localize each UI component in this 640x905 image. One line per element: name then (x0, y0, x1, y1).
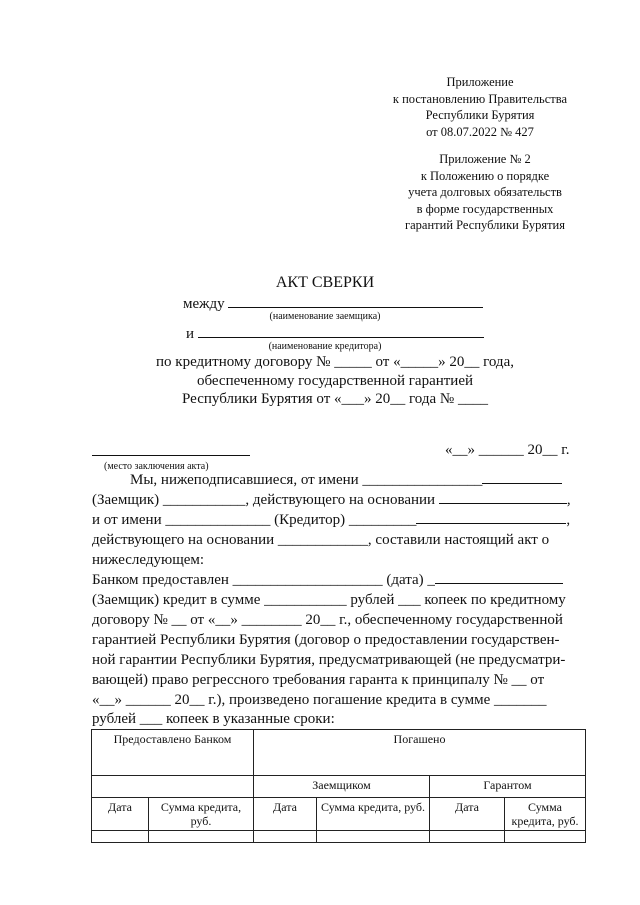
data-cell (505, 831, 586, 843)
and-word: и (186, 326, 195, 342)
col-provided-by-bank: Предоставлено Банком (92, 730, 254, 776)
data-cell (254, 831, 317, 843)
data-cell (317, 831, 430, 843)
body-line-2: (Заемщик) ___________, действующего на основании , (92, 492, 571, 508)
between-word: между (183, 296, 225, 312)
contract-line-1: по кредитному договору № _____ от «_____» 20__ года, (156, 354, 514, 370)
creditor-name-blank (198, 324, 484, 338)
underline-blank (416, 510, 566, 524)
contract-line-3: Республики Бурятия от «___» 20__ года № ____ (182, 391, 488, 407)
body-line-9: гарантией Республики Бурятия (договор о предоставлении государствен- (92, 632, 560, 648)
body-text-2: (Заемщик) ___________, действующего на основании (92, 492, 436, 508)
body-line-10: ной гарантии Республики Бурятия, предусматривающей (не предусматри- (92, 652, 566, 668)
borrower-name-blank (228, 294, 483, 308)
col-bank-date: Дата (92, 798, 149, 831)
col-repaid: Погашено (254, 730, 586, 776)
body-text-1: Мы, нижеподписавшиеся, от имени ________________ (130, 472, 483, 488)
body-line-5: нижеследующем: (92, 552, 205, 568)
col-borrower-date: Дата (254, 798, 317, 831)
body-line-4: действующего на основании ____________, составили настоящий акт о (92, 532, 550, 548)
creditor-caption: (наименование кредитора) (268, 341, 382, 352)
body-line-3: и от имени ______________ (Кредитор) _________ , (92, 512, 571, 528)
col-guarantor-amount: Сумма кредита, руб. (505, 798, 586, 831)
appendix-line-3: Республики Бурятия (425, 108, 535, 122)
body-line-12: «__» ______ 20__ г.), произведено погашение кредита в сумме _______ (92, 692, 547, 708)
col-bank-amount: Сумма кредита, руб. (149, 798, 254, 831)
underline-blank (482, 470, 562, 484)
body-text-3: и от имени ______________ (Кредитор) _________ (92, 512, 417, 528)
borrower-caption: (наименование заемщика) (269, 311, 381, 322)
data-cell (149, 831, 254, 843)
body-line-7: (Заемщик) кредит в сумме ___________ рублей ___ копеек по кредитному (92, 592, 566, 608)
body-text-6: Банком предоставлен ____________________ (дата) _ (92, 572, 435, 588)
appendix2-line-4: в форме государственных (416, 201, 554, 216)
reconciliation-table (91, 729, 586, 843)
empty-cell (92, 776, 254, 798)
appendix2-line-3: учета долговых обязательств (408, 185, 562, 199)
body-line-8: договору № __ от «__» ________ 20__ г., обеспеченному государственной (92, 612, 563, 628)
underline-blank (439, 490, 567, 504)
document-title: АКТ СВЕРКИ (275, 274, 375, 291)
appendix-line-2: к постановлению Правительства (392, 91, 568, 106)
underline-blank (435, 570, 563, 584)
body-line-1 (92, 470, 578, 491)
col-by-guarantor: Гарантом (430, 776, 586, 798)
col-by-borrower: Заемщиком (254, 776, 430, 798)
body-line-6 (92, 570, 578, 591)
contract-line-2: обеспеченному государственной гарантией (196, 373, 474, 389)
appendix-line-4: от 08.07.2022 № 427 (426, 124, 534, 139)
body-line-11: вающей) право регрессного требования гаранта к принципалу № __ от (92, 672, 545, 688)
appendix2-line-5: гарантий Республики Бурятия (405, 218, 565, 232)
data-cell (92, 831, 149, 843)
date-line: «__» ______ 20__ г. (445, 442, 570, 458)
body-line-13: рублей ___ копеек в указанные сроки: (92, 711, 335, 727)
col-guarantor-date: Дата (430, 798, 505, 831)
place-blank (92, 442, 250, 456)
appendix2-line-1: Приложение № 2 (439, 152, 531, 166)
place-caption: (место заключения акта) (104, 461, 209, 472)
col-borrower-amount: Сумма кредита, руб. (317, 798, 430, 831)
appendix2-line-2: к Положению о порядке (420, 168, 550, 183)
data-cell (430, 831, 505, 843)
appendix-line-1: Приложение (446, 75, 514, 89)
